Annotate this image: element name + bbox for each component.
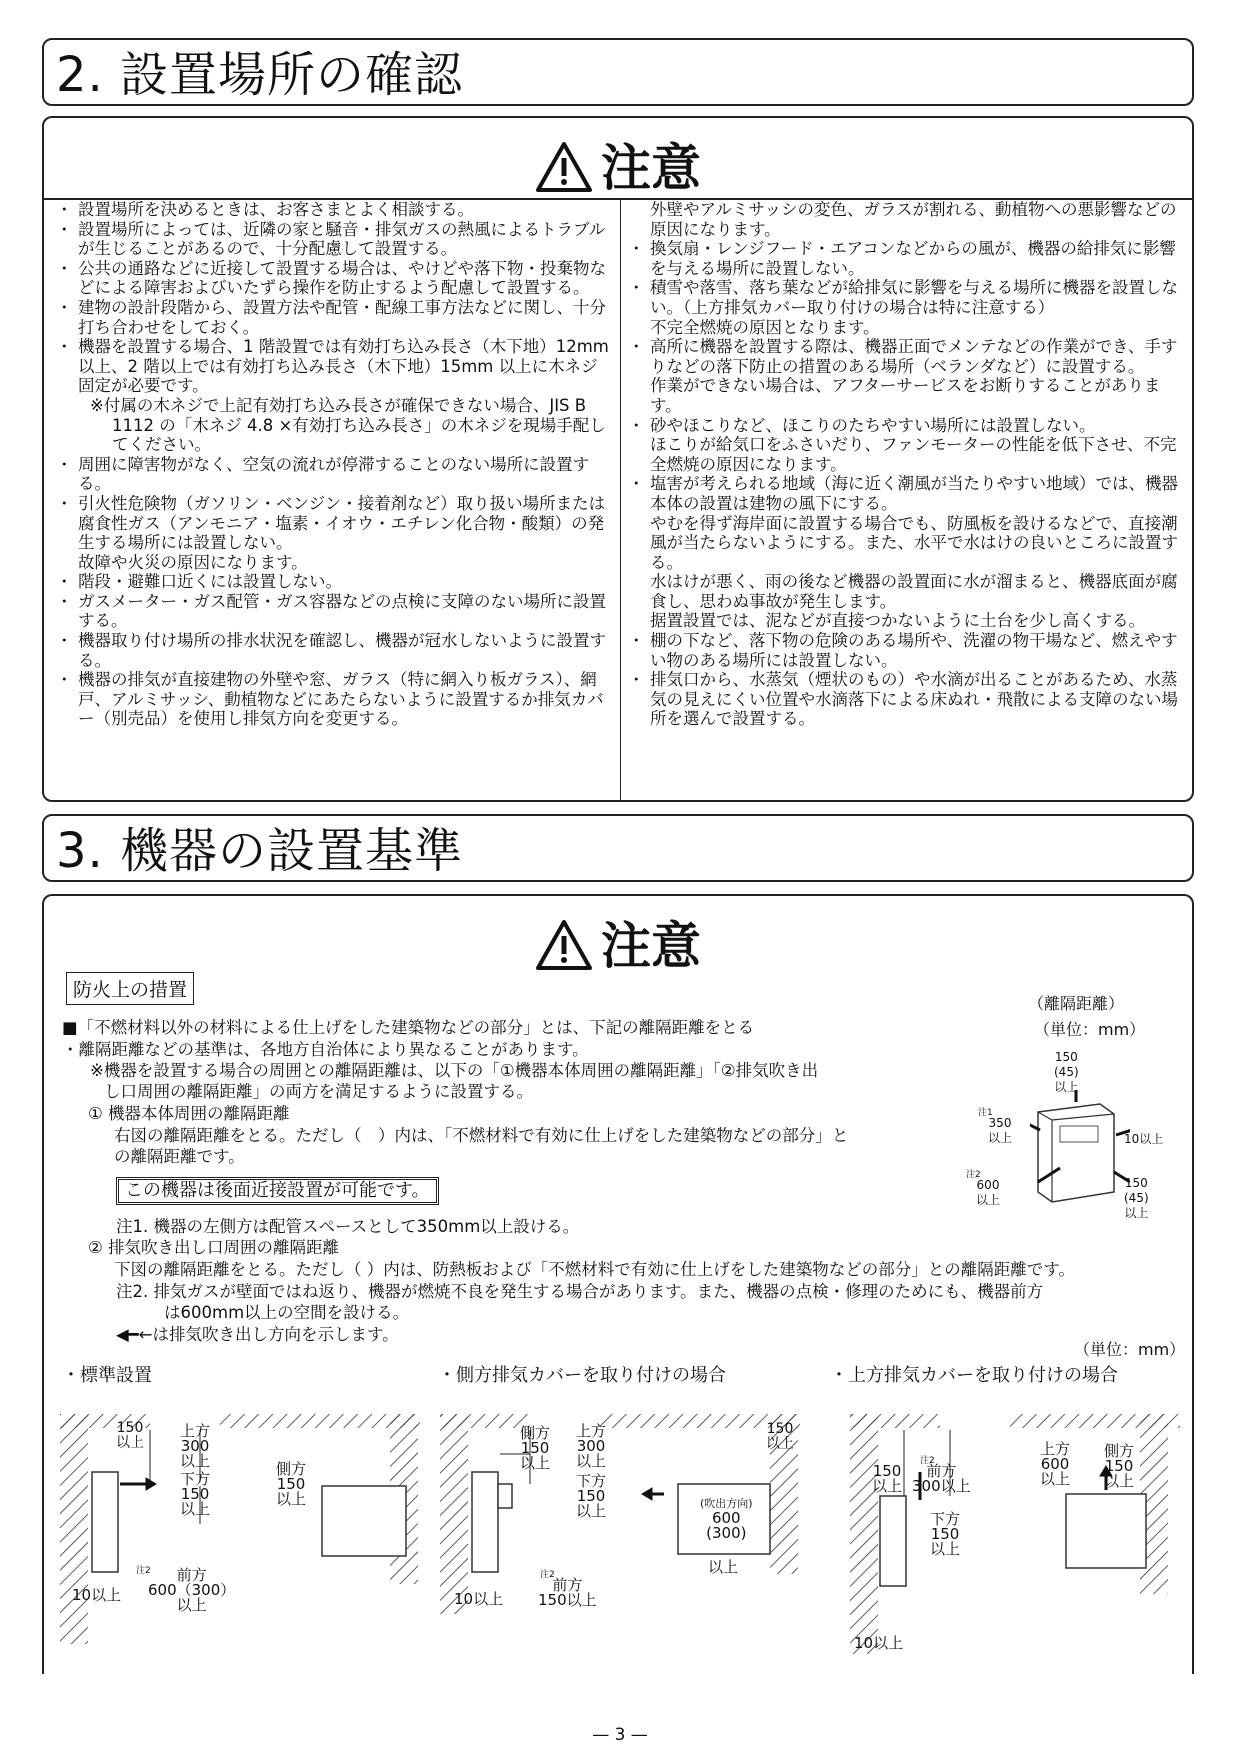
text-line: の離隔距離です。 xyxy=(114,1147,245,1166)
note2-mark: 注2 xyxy=(920,1456,935,1466)
label: 上方 300 以上 xyxy=(576,1422,607,1470)
text-line: ◀━←は排気吹き出し方向を示します。 xyxy=(116,1325,399,1344)
label: 150 以上 xyxy=(872,1462,903,1495)
caution-item: ・ 機器の排気が直接建物の外壁や窓、ガラス（特に網入り板ガラス）、網戸、アルミサッシ、動植物などにあたらないように設置するか排気カバー（別売品）を使用し排気方向を変更する。 xyxy=(56,670,612,729)
unit-label: （単位：mm） xyxy=(1074,1340,1186,1359)
caution-label: 注意 xyxy=(601,139,701,197)
label: 側方 150 以上 xyxy=(1104,1442,1135,1490)
caution-heading-1 xyxy=(44,128,1192,200)
clearance-title: （離隔距離） xyxy=(1028,994,1125,1013)
caution-item: ・ 機器取り付け場所の排水状況を確認し、機器が冠水しないように設置する。 xyxy=(56,631,612,670)
text-line: ※機器を設置する場合の周囲との離隔距離は、以下の「①機器本体周囲の離隔距離」「②排気吹き出 xyxy=(90,1061,819,1080)
installation-diagrams xyxy=(60,1400,1180,1660)
label: 前方 150以上 xyxy=(538,1576,597,1609)
label: 10以上 xyxy=(854,1634,904,1652)
text-line: ■「不燃材料以外の材料による仕上げをした建築物などの部分」とは、下記の離隔距離をとる xyxy=(62,1018,755,1037)
label: 側方 150 以上 xyxy=(276,1460,307,1508)
caption-top-cover: ・上方排気カバーを取り付けの場合 xyxy=(830,1365,1118,1386)
label: 下方 150 以上 xyxy=(180,1470,211,1518)
text-line: し口周囲の離隔距離」の両方を満足するように設置する。 xyxy=(104,1082,533,1101)
caution-item: ・ 機器を設置する場合、1 階設置では有効打ち込み長さ（木下地）12mm 以上、2 階以上では有効打ち込み長さ（木下地）15mm 以上に木ネジ固定が必要です。 xyxy=(56,337,612,396)
bottom-clearance: 150 (45) 以上 xyxy=(1124,1176,1149,1220)
text-line: 注2. 排気ガスが壁面ではね返り、機器が燃焼不良を発生する場合があります。また、機器の点検・修理のためにも、機器前方 xyxy=(116,1282,1044,1301)
caution-item: ・ 設置場所によっては、近隣の家と騒音・排気ガスの熱風によるトラブルが生じることがあるので、十分配慮して設置する。 xyxy=(56,220,612,259)
caution-item: 水はけが悪く、雨の後など機器の設置面に水が溜まると、機器底面が腐食し、思わぬ事故が発生します。 xyxy=(650,572,1178,611)
caution-item: 作業ができない場合は、アフターサービスをお断りすることがあります。 xyxy=(650,376,1161,415)
label: 10以上 xyxy=(72,1586,122,1604)
text-line: ② 排気吹き出し口周囲の離隔距離 xyxy=(88,1238,340,1257)
label: 上方 600 以上 xyxy=(1040,1440,1071,1488)
label: 以上 xyxy=(708,1558,739,1576)
heater-clearance-figure xyxy=(1030,1090,1130,1210)
rear-install-box: この機器は後面近接設置が可能です。 xyxy=(116,1177,439,1205)
caution-item: ・ 引火性危険物（ガソリン・ベンジン・接着剤など）取り扱い場所または腐食性ガス（アンモニア・塩素・イオウ・エチレン化合物・酸類）の発生する場所には設置しない。 xyxy=(56,494,612,553)
caution-panel-1 xyxy=(42,116,1194,802)
caution-item: ・ 砂やほこりなど、ほこりのたちやすい場所には設置しない。 xyxy=(628,416,1186,436)
note2-mark: 注2 xyxy=(136,1566,151,1576)
caution-item: ・ 周囲に障害物がなく、空気の流れが停滞することのない場所に設置する。 xyxy=(56,455,612,494)
caution-label: 注意 xyxy=(601,917,701,975)
section-2-header xyxy=(42,38,1194,106)
front-clearance: 600 以上 xyxy=(976,1178,1001,1207)
label: 150 以上 xyxy=(766,1421,794,1452)
right-column xyxy=(628,200,1186,729)
label: 下方 150 以上 xyxy=(930,1510,961,1558)
warning-icon xyxy=(535,141,593,193)
left-clearance: 350 以上 xyxy=(988,1116,1013,1145)
label: 前方 600（300） 以上 xyxy=(148,1566,236,1614)
caution-heading-2 xyxy=(44,906,1192,978)
note2-mark: 注2 xyxy=(966,1170,981,1180)
caution-item: ・ 高所に機器を設置する際は、機器正面でメンテなどの作業ができ、手すりなどの落下防止の措置のある場所（ベランダなど）に設置する。 xyxy=(628,337,1186,376)
label: 10以上 xyxy=(454,1590,504,1608)
top-clearance: 150 (45) 以上 xyxy=(1054,1050,1079,1094)
warning-icon xyxy=(535,919,593,971)
clearance-unit: （単位：mm） xyxy=(1034,1020,1146,1039)
text-line: 下図の離隔距離をとる。ただし（ ）内は、防熱板および「不燃材料で有効に仕上げをした建築物などの部分」との離隔距離です。 xyxy=(114,1260,1075,1279)
fire-prevention-tag: 防火上の措置 xyxy=(66,972,194,1005)
caution-item: 据置設置では、泥などが直接つかないように土台を少し高くする。 xyxy=(650,611,1145,631)
caution-item: ほこりが給気口をふさいだり、ファンモーターの性能を低下させ、不完全燃焼の原因になります。 xyxy=(650,435,1177,474)
note1-mark: 注1 xyxy=(978,1108,993,1118)
caution-item: ・ 階段・避難口近くには設置しない。 xyxy=(56,572,612,592)
text-line: 注1. 機器の左側方は配管スペースとして350mm以上設ける。 xyxy=(116,1217,580,1236)
page-number: — 3 — xyxy=(592,1725,648,1745)
caution-item: やむを得ず海岸面に設置する場合でも、防風板を設けるなどで、直接潮風が当たらないようにする。また、水平で水はけの良いところに設置する。 xyxy=(650,513,1178,572)
label: 上方 300 以上 xyxy=(180,1422,211,1470)
label: 下方 150 以上 xyxy=(576,1472,607,1520)
label: 前方 300以上 xyxy=(912,1462,971,1495)
text-line: は600mm以上の空間を設ける。 xyxy=(164,1303,410,1322)
arrow-left-icon: ◀━ xyxy=(116,1325,139,1344)
caution-item: ・ ガスメーター・ガス配管・ガス容器などの点検に支障のない場所に設置する。 xyxy=(56,592,612,631)
caution-item: ・ 建物の設計段階から、設置方法や配管・配線工事方法などに関し、十分打ち合わせをしておく。 xyxy=(56,298,612,337)
text-line: 右図の離隔距離をとる。ただし（ ）内は、「不燃材料で有効に仕上げをした建築物などの部分」と xyxy=(114,1126,849,1145)
caution-item: ・ 排気口から、水蒸気（煙状のもの）や水滴が出ることがあるため、水蒸気の見えにくい位置や水滴落下による床ぬれ・飛散による支障のない場所を選んで設置する。 xyxy=(628,670,1186,729)
left-column xyxy=(56,200,612,729)
caution-item: 不完全燃焼の原因となります。 xyxy=(650,317,880,337)
text-line: ① 機器本体周囲の離隔距離 xyxy=(88,1104,290,1123)
caption-side-cover: ・側方排気カバーを取り付けの場合 xyxy=(438,1365,726,1386)
caution-item: 故障や火災の原因になります。 xyxy=(78,552,308,572)
label: (吹出方向) 600 (300) xyxy=(700,1497,753,1542)
section-3-header xyxy=(42,814,1194,882)
column-divider xyxy=(620,200,621,800)
caption-standard: ・標準設置 xyxy=(62,1365,152,1386)
caution-item: ・ 積雪や落雪、落ち葉などが給排気に影響を与える場所に機器を設置しない。（上方排気カバー取り付けの場合は特に注意する） xyxy=(628,278,1186,317)
note2-mark: 注2 xyxy=(540,1570,555,1580)
text-line: ・離隔距離などの基準は、各地方自治体により異なることがあります。 xyxy=(62,1040,589,1059)
caution-item: ・ 公共の通路などに近接して設置する場合は、やけどや落下物・投棄物などによる障害およびいたずら操作を防止するよう配慮して設置する。 xyxy=(56,259,612,298)
label: 側方 150 以上 xyxy=(520,1424,551,1472)
section-3-title: 3. 機器の設置基準 xyxy=(56,823,464,879)
section-2-title: 2. 設置場所の確認 xyxy=(56,47,464,103)
right-clearance: 10以上 xyxy=(1124,1132,1164,1146)
caution-item: ※付属の木ネジで上記有効打ち込み長さが確保できない場合、JIS B 1112 の「木ネジ 4.8 ×有効打ち込み長さ」の木ネジを現場手配してください。 xyxy=(90,395,606,455)
label: 150 以上 xyxy=(116,1420,144,1451)
caution-item: ・ 換気扇・レンジフード・エアコンなどからの風が、機器の給排気に影響を与える場所に設置しない。 xyxy=(628,239,1186,278)
caution-item: ・ 設置場所を決めるときは、お客さまとよく相談する。 xyxy=(56,200,612,220)
caution-item: 外壁やアルミサッシの変色、ガラスが割れる、動植物への悪影響などの原因になります。 xyxy=(650,200,1177,239)
caution-item: ・ 塩害が考えられる地域（海に近く潮風が当たりやすい地域）では、機器本体の設置は建物の風下にする。 xyxy=(628,474,1186,513)
caution-item: ・ 棚の下など、落下物の危険のある場所や、洗濯の物干場など、燃えやすい物のある場所には設置しない。 xyxy=(628,631,1186,670)
